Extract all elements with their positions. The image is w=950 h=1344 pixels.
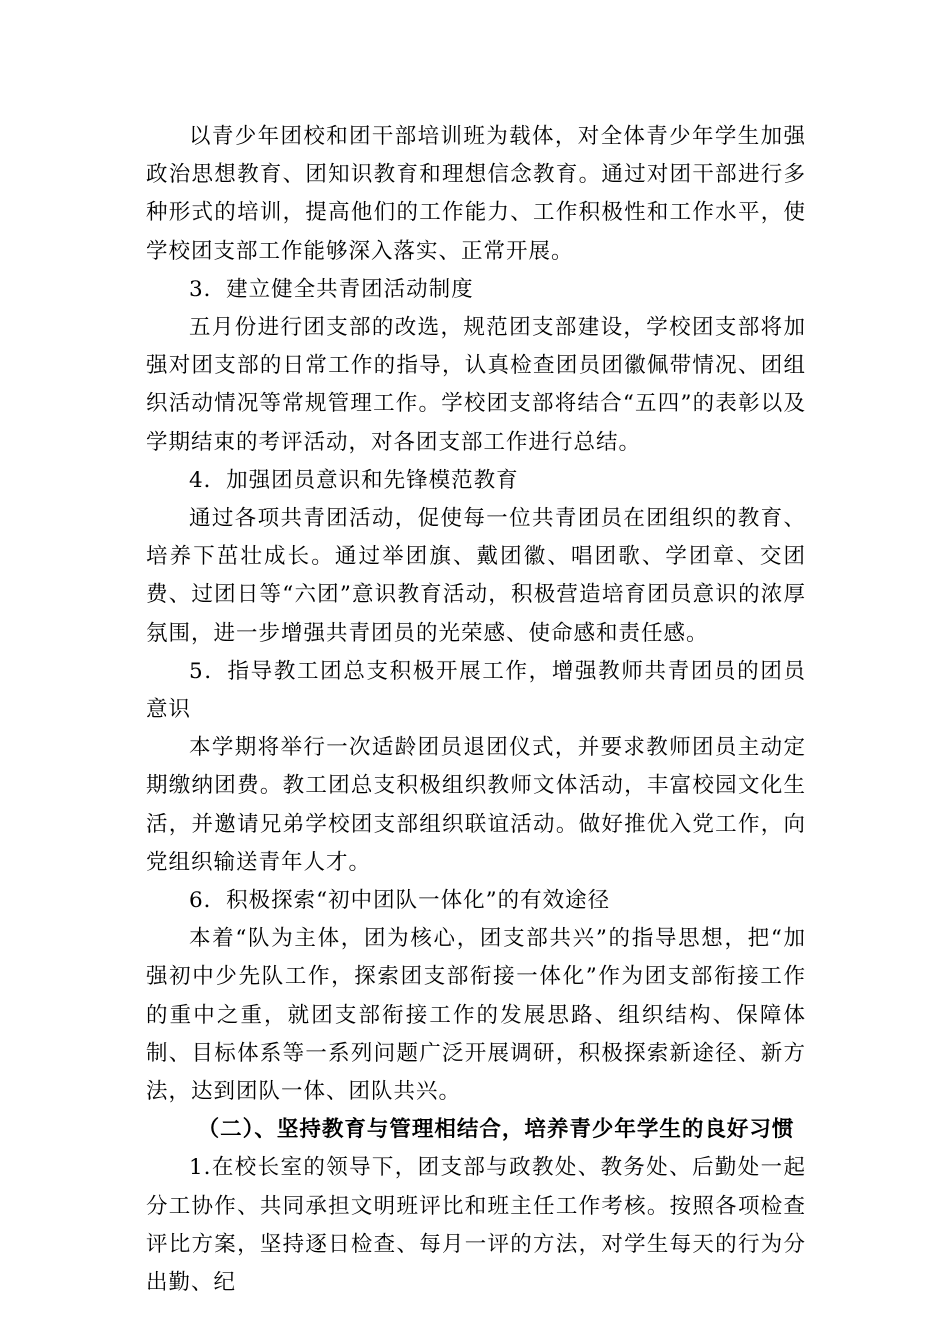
paragraph-member-awareness: 通过各项共青团活动，促使每一位共青团员在团组织的教育、培养下茁壮成长。通过举团旗、戴团徽、唱团歌、学团章、交团费、过团日等“六团”意识教育活动，积极营造培育团员意识的浓厚氛围，进一步增强共青团员的光荣感、使命感和责任感。 [146,506,806,646]
paragraph-item-1: 1.在校长室的领导下，团支部与政教处、教务处、后勤处一起分工协作、共同承担文明班评比和班主任工作考核。按照各项检查评比方案，坚持逐日检查、每月一评的方法，对学生每天的行为分出勤、纪 [146,1155,806,1296]
paragraph-teacher-league: 本学期将举行一次适龄团员退团仪式，并要求教师团员主动定期缴纳团费。教工团总支积极组织教师文体活动，丰富校园文化生活，并邀请兄弟学校团支部组织联谊活动。做好推优入党工作，向党组织输送青年人才。 [146,735,806,875]
paragraph-branch-election: 五月份进行团支部的改选，规范团支部建设，学校团支部将加强对团支部的日常工作的指导，认真检查团员团徽佩带情况、团组织活动情况等常规管理工作。学校团支部将结合“五四”的表彰以及学期结束的考评活动，对各团支部工作进行总结。 [146,315,806,455]
document-body [146,118,806,1302]
paragraph-integration: 本着“队为主体，团为核心，团支部共兴”的指导思想，把“加强初中少先队工作，探索团支部衔接一体化”作为团支部衔接工作的重中之重，就团支部衔接工作的发展思路、组织结构、保障体制、目标体系等一系列问题广泛开展调研，积极探索新途径、新方法，达到团队一体、团队共兴。 [146,926,806,1105]
paragraph-youth-school-training: 以青少年团校和团干部培训班为载体，对全体青少年学生加强政治思想教育、团知识教育和理想信念教育。通过对团干部进行多种形式的培训，提高他们的工作能力、工作积极性和工作水平，使学校团支部工作能够深入落实、正常开展。 [146,124,806,264]
section-heading-3: 3．建立健全共青团活动制度 [189,276,474,302]
section-heading-4: 4．加强团员意识和先锋模范教育 [189,467,519,493]
section-heading-6: 6．积极探索“初中团队一体化”的有效途径 [189,888,611,914]
section-heading-part-two: （二）、坚持教育与管理相结合，培养青少年学生的良好习惯 [197,1117,795,1143]
section-heading-5: 5．指导教工团总支积极开展工作，增强教师共青团员的团员意识 [146,658,806,723]
